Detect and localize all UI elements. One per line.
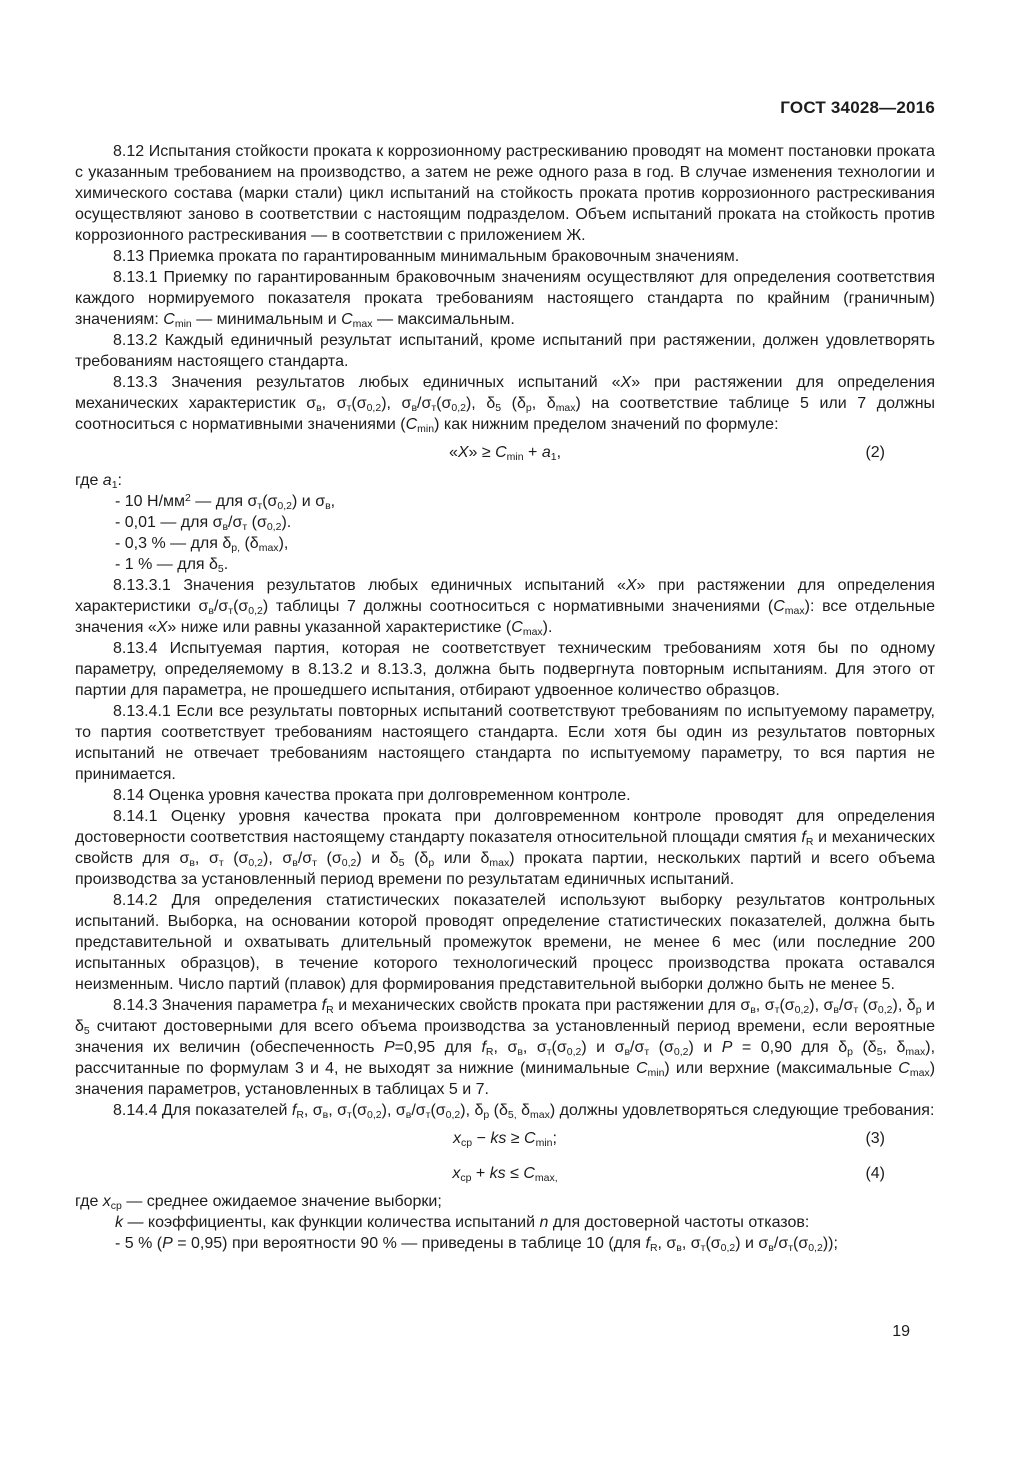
paragraph: 8.14.1 Оценку уровня качества проката при долговременном контроле проводят для определения достоверности соответствия настоящему стандарту показателя относительной площади смятия $f_R$ и механических свойств для $\sigma_в$, $\sigma_т$ $(\sigma_{0,2})$, $\sigma_в/\sigma_т$ $(\sigma_{0,2})$ и $\delta_5$ ($\delta_р$ или $\delta_{max}$) проката партии, нескольких партий и всего объема производства за установленный период времени по результатам единичных испытаний.	[75, 808, 935, 888]
paragraph: 8.13.4 Испытуемая партия, которая не соответствует техническим требованиям хотя бы по одному параметру, определяемому в 8.13.2 и 8.13.3, должна быть подвергнута повторным испытаниям. Для этого от партии для параметра, не прошедшего испытания, отбирают удвоенное количество образцов.	[75, 640, 935, 699]
paragraph: 8.14 Оценка уровня качества проката при долговременном контроле.	[113, 787, 631, 804]
paragraph: 8.13.3.1 Значения результатов любых единичных испытаний «X» при растяжении для определения характеристики $\sigma_в/\sigma_т(\sigma_{0,2})$ таблицы 7 должны соотноситься с нормативными значениями $(C_{max})$: все отдельные значения «X» ниже или равны указанной характеристике $(C_{max})$.	[75, 577, 935, 638]
paragraph: где $x_{ср}$ — среднее ожидаемое значение выборки;	[75, 1193, 442, 1212]
paragraph: 8.12 Испытания стойкости проката к коррозионному растрескиванию проводят на момент постановки проката с указанным требованием на производство, а затем не реже одного раза в год. В случае изменения технологии и химического состава (марки стали) цикл испытаний на стойкость проката против коррозионного растрескивания осуществляют заново в соответствии с настоящим подразделом. Объем испытаний проката на стойкость против коррозионного растрескивания — в соответствии с приложением Ж.	[75, 143, 935, 244]
paragraph: - 0,3 % — для $\delta_{р,}$ $(\delta_{max})$,	[115, 535, 289, 554]
paragraph: 8.13.4.1 Если все результаты повторных испытаний соответствуют требованиям по испытуемому параметру, то партия соответствует требованиям настоящего стандарта. Если хотя бы один из результатов повторных испытаний не отвечает требованиям настоящего стандарта по испытуемому параметру, то вся партия не принимается.	[75, 703, 935, 783]
formula-number: (3)	[865, 1130, 885, 1147]
paragraph: 8.13.3 Значения результатов любых единичных испытаний «X» при растяжении для определения механических характеристик $\sigma_в$, $\sigma_т(\sigma_{0,2})$, $\sigma_в/\sigma_т(\sigma_{0,2})$, $\delta_5$ ($\delta_р$, $\delta_{max}$) на соответствие таблице 5 или 7 должны соотноситься с нормативными значениями $(C_{min})$ как нижним пределом значений по формуле:	[75, 374, 936, 435]
paragraph: - 10 $Н/мм^2$ — для $\sigma_т(\sigma_{0,2})$ и $\sigma_в$,	[115, 492, 336, 512]
formula-expression: «X» ≥ $C_{min} + a_1$,	[448, 444, 562, 463]
page-number: 19	[892, 1323, 910, 1340]
document-content	[75, 141, 935, 1254]
document-header: ГОСТ 34028—2016	[780, 98, 935, 117]
paragraph: 8.14.4 Для показателей $f_R$, $\sigma_в$, $\sigma_т(\sigma_{0,2})$, $\sigma_в/\sigma_т(\sigma_{0,2})$, $\delta_р$ ($\delta_{5,}$ $\delta_{max}$) должны удовлетворяться следующие требования:	[113, 1102, 935, 1121]
paragraph: 8.13.1 Приемку по гарантированным браковочным значениям осуществляют для определения соответствия каждого нормируемого показателя проката требованиям настоящего стандарта по крайним (граничным) значениям: $C_{min}$ — минимальным и $C_{max}$ — максимальным.	[75, 269, 935, 330]
formula	[75, 1121, 935, 1156]
formula	[75, 1156, 935, 1191]
paragraph: 8.14.2 Для определения статистических показателей используют выборку результатов контрольных испытаний. Выборка, на основании которой проводят определение статистических показателей, должна быть представительной и охватывать длительный промежуток времени, не менее 6 мес (или последние 200 испытанных образцов), в течение которого технологический процесс производства проката оставался неизменным. Число партий (плавок) для формирования представительной выборки должно быть не менее 5.	[75, 892, 935, 993]
paragraph: где $a_1$:	[75, 472, 122, 491]
paragraph: 8.14.3 Значения параметра $f_R$ и механических свойств проката при растяжении для $\sigma_в$, $\sigma_т(\sigma_{0,2})$, $\sigma_в/\sigma_т$ $(\sigma_{0,2})$, $\delta_р$ и $\delta_5$ считают достоверными для всего объема производства за установленный период времени, если вероятные значения их величин (обеспеченность P=0,95 для $f_R$, $\sigma_в$, $\sigma_т(\sigma_{0,2})$ и $\sigma_в/\sigma_т$ $(\sigma_{0,2})$ и P = 0,90 для $\delta_р$ ($\delta_5$, $\delta_{max}$), рассчитанные по формулам 3 и 4, не выходят за нижние (минимальные $C_{min}$) или верхние (максимальные $C_{max}$) значения параметров, установленных в таблицах 5 и 7.	[75, 997, 936, 1098]
formula-expression: $x_{ср}$ − ks ≥ $C_{min}$;	[453, 1130, 557, 1149]
paragraph: k — коэффициенты, как функции количества испытаний n для достоверной частоты отказов:	[115, 1214, 810, 1231]
formula	[75, 435, 935, 470]
formula-number: (2)	[865, 444, 885, 461]
paragraph: - 0,01 — для $\sigma_в/\sigma_т$ $(\sigma_{0,2})$.	[115, 514, 292, 533]
paragraph: 8.13.2 Каждый единичный результат испытаний, кроме испытаний при растяжении, должен удовлетворять требованиям настоящего стандарта.	[75, 332, 935, 370]
paragraph: - 1 % — для $\delta_5$.	[115, 556, 229, 575]
paragraph: 8.13 Приемка проката по гарантированным минимальным браковочным значениям.	[113, 248, 740, 265]
formula-number: (4)	[865, 1165, 885, 1182]
paragraph: - 5 % (P = 0,95) при вероятности 90 % — приведены в таблице 10 (для $f_R$, $\sigma_в$, $\sigma_т(\sigma_{0,2})$ и $\sigma_в/\sigma_т(\sigma_{0,2})$);	[115, 1235, 838, 1254]
formula-expression: $x_{ср}$ + ks ≤ $C_{max,}$	[452, 1165, 558, 1184]
